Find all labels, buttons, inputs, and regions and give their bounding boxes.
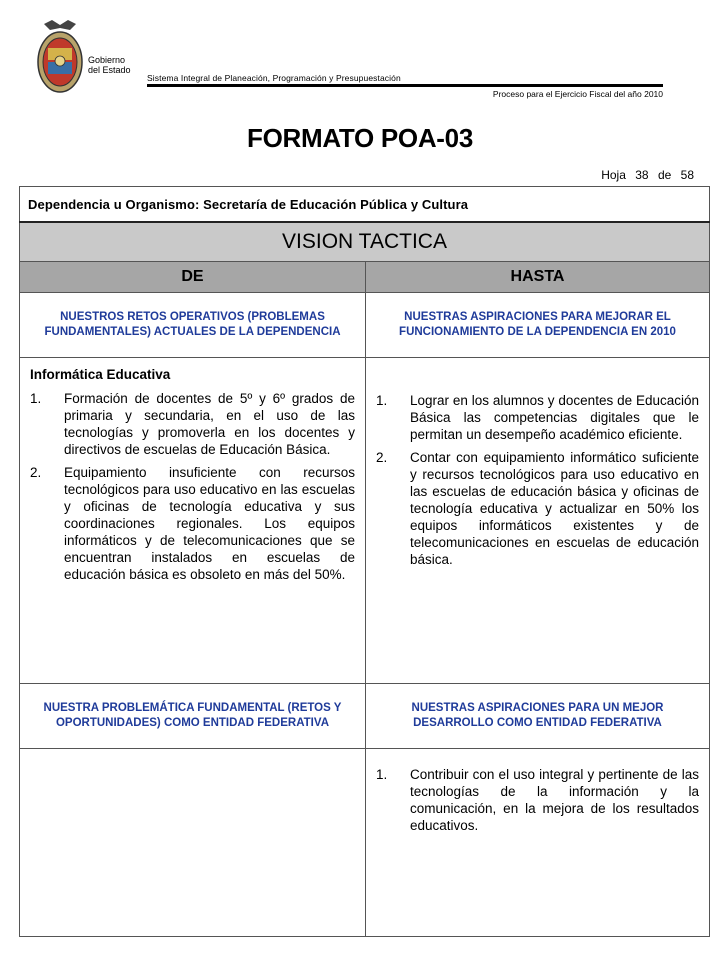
column-hasta: HASTA xyxy=(366,262,710,293)
hoja-sep: de xyxy=(657,168,672,182)
section2-right-list xyxy=(376,766,699,834)
list-item xyxy=(376,392,699,443)
section1-left-heading: NUESTROS RETOS OPERATIVOS (PROBLEMAS FUNDAMENTALES) ACTUALES DE LA DEPENDENCIA xyxy=(20,293,366,358)
list-item xyxy=(376,766,699,834)
item-text: Lograr en los alumnos y docentes de Educación Básica las competencias digitales que le permitan un desempeño académico eficiente. xyxy=(410,393,699,442)
vision-table xyxy=(19,186,710,937)
item-text: Contribuir con el uso integral y pertinente de las tecnologías de la información y la comunicación, en la mejora de los resultados educativos. xyxy=(410,767,699,833)
hoja-total: 58 xyxy=(680,168,694,182)
list-item xyxy=(376,449,699,568)
column-de: DE xyxy=(20,262,366,293)
item-text: Contar con equipamiento informático suficiente y recursos tecnológicos para uso educativo en las escuelas de educación básica y oficinas de tecnología educativa y actualizar en 50% los equipos informáticos existentes y de telecomunicaciones en escuelas de educación básica. xyxy=(410,450,699,567)
right-list xyxy=(376,392,699,568)
page-title: FORMATO POA-03 xyxy=(247,123,473,153)
item-number: 2. xyxy=(376,450,388,465)
section2-left-cell xyxy=(20,749,366,937)
section2-right-heading: NUESTRAS ASPIRACIONES PARA UN MEJOR DESARROLLO COMO ENTIDAD FEDERATIVA xyxy=(366,684,710,749)
hoja-label: Hoja xyxy=(601,168,626,182)
gobierno-line1: Gobierno xyxy=(88,55,126,65)
item-text: Formación de docentes de 5º y 6º grados de primaria y secundaria, en el uso de las tecnologías y promoverla en los docentes y directivos de escuelas de Educación Básica. xyxy=(64,391,355,457)
hoja-current: 38 xyxy=(635,168,649,182)
section2-right-cell xyxy=(366,749,710,937)
gobierno-line2: del Estado xyxy=(88,65,131,75)
section2-left-heading: NUESTRA PROBLEMÁTICA FUNDAMENTAL (RETOS Y OPORTUNIDADES) COMO ENTIDAD FEDERATIVA xyxy=(20,684,366,749)
item-text: Equipamiento insuficiente con recursos tecnológicos para uso educativo en las escuelas y oficinas de tecnología educativa y sus coordinaciones regionales. Los equipos informáticos y de telecomunicaciones que se encuentran instalados en escuelas de educación básica es obsoleto en más del 50%. xyxy=(64,465,355,582)
item-number: 1. xyxy=(376,393,388,408)
list-item xyxy=(30,390,355,458)
list-item xyxy=(30,464,355,583)
vision-heading: VISION TACTICA xyxy=(20,222,710,262)
item-number: 2. xyxy=(30,465,42,480)
section1-right-heading: NUESTRAS ASPIRACIONES PARA MEJORAR EL FUNCIONAMIENTO DE LA DEPENDENCIA EN 2010 xyxy=(366,293,710,358)
item-number: 1. xyxy=(30,391,42,406)
left-list xyxy=(30,390,355,583)
section1-left-cell xyxy=(20,358,366,684)
item-number: 1. xyxy=(376,767,388,782)
proceso-label: Proceso para el Ejercicio Fiscal del año 2010 xyxy=(492,89,663,99)
gobierno-label xyxy=(88,55,131,75)
sistema-label: Sistema Integral de Planeación, Programación y Presupuestación xyxy=(147,73,401,83)
state-seal-icon xyxy=(36,18,84,96)
section1-right-cell xyxy=(366,358,710,684)
header-rule xyxy=(147,84,663,87)
page-counter xyxy=(601,168,694,182)
category-label: Informática Educativa xyxy=(30,367,171,382)
dependencia-cell: Dependencia u Organismo: Secretaría de Educación Pública y Cultura xyxy=(20,187,710,223)
